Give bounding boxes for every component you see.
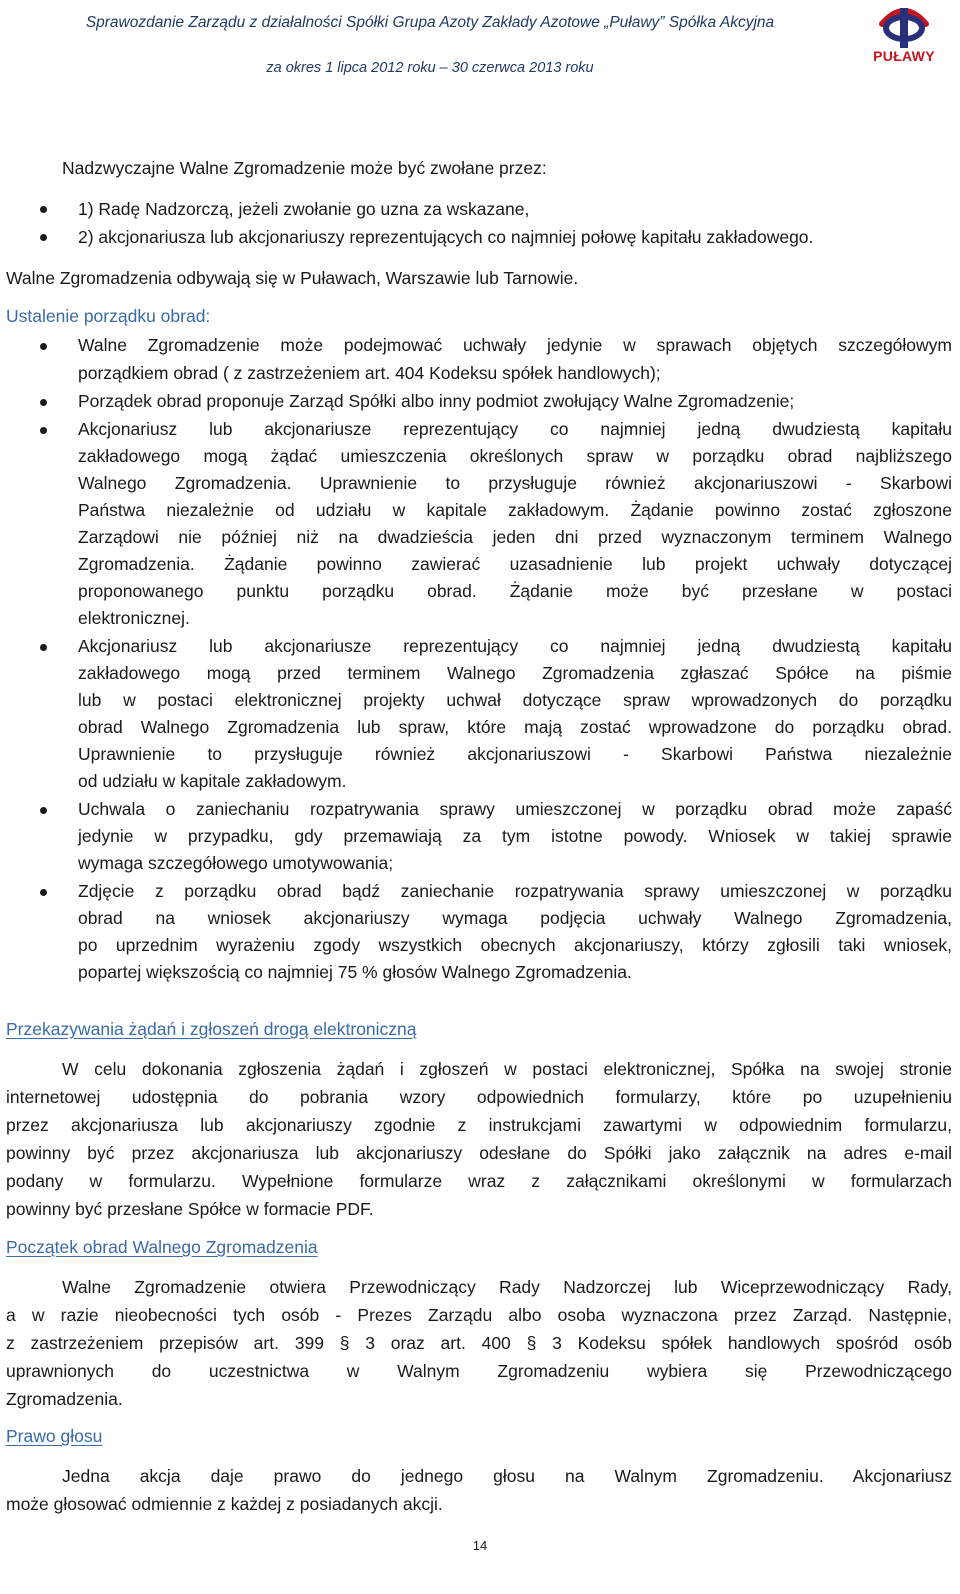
page-number: 14: [472, 1538, 488, 1553]
electronic-paragraph: powinny być przesłane Spółce w formacie PDF.: [6, 1199, 374, 1219]
list-item-continued: Zgromadzenia. Żądanie powinno zawierać uzasadnienie lub projekt uchwały dotyczącej: [78, 554, 952, 574]
bullet-icon: [40, 234, 47, 241]
report-period: za okres 1 lipca 2012 roku – 30 czerwca 2013 roku: [266, 60, 594, 76]
list-item-continued: obrad na wniosek akcjonariuszy wymaga podjęcia uchwały Walnego Zgromadzenia,: [78, 908, 952, 928]
bullet-icon: [40, 807, 47, 814]
electronic-paragraph: powinny być przez akcjonariusza lub akcjonariuszy odesłane do Spółki jako załącznik na adres e-mail: [6, 1143, 952, 1163]
start-paragraph: Zgromadzenia.: [6, 1389, 123, 1409]
bullet-icon: [40, 399, 47, 406]
list-item-continued: popartej większością co najmniej 75 % głosów Walnego Zgromadzenia.: [78, 962, 632, 982]
list-item-continued: Państwa niezależnie od udziału w kapitale zakładowym. Żądanie powinno zostać zgłoszone: [78, 500, 952, 520]
list-item-continued: wymaga szczegółowego umotywowania;: [78, 853, 394, 873]
electronic-paragraph: internetowej udostępnia do pobrania wzory odpowiednich formularzy, które po uzupełnieniu: [6, 1087, 952, 1107]
start-heading: Początek obrad Walnego Zgromadzenia: [6, 1237, 318, 1257]
page-header: [0, 0, 960, 100]
bullet-icon: [40, 889, 47, 896]
pulawy-logo: [868, 4, 940, 70]
start-paragraph: Walne Zgromadzenie otwiera Przewodniczący Rady Nadzorczej lub Wiceprzewodniczący Rady,: [62, 1277, 952, 1297]
list-item: 1) Radę Nadzorczą, jeżeli zwołanie go uzna za wskazane,: [78, 199, 530, 219]
start-paragraph: z zastrzeżeniem przepisów art. 399 § 3 oraz art. 400 § 3 Kodeksu spółek handlowych spośród osób: [6, 1333, 952, 1353]
list-item-continued: porządkiem obrad ( z zastrzeżeniem art. 404 Kodeksu spółek handlowych);: [78, 363, 661, 383]
list-item-continued: Walnego Zgromadzenia. Uprawnienie to przysługuje również akcjonariuszowi - Skarbowi: [78, 473, 952, 493]
list-item-continued: po uprzednim wyrażeniu zgody wszystkich obecnych akcjonariuszy, którzy zgłosili taki wniosek,: [78, 935, 952, 955]
list-item: 2) akcjonariusza lub akcjonariuszy reprezentujących co najmniej połowę kapitału zakładowego.: [78, 227, 814, 247]
voting-heading: Prawo głosu: [6, 1426, 103, 1446]
bullet-icon: [40, 343, 47, 350]
bullet-icon: [40, 427, 47, 434]
agenda-heading: Ustalenie porządku obrad:: [6, 306, 211, 326]
list-item-continued: obrad Walnego Zgromadzenia lub spraw, które mają zostać wprowadzone do porządku obrad.: [78, 717, 952, 737]
electronic-paragraph: przez akcjonariusza lub akcjonariuszy zgodnie z instrukcjami zawartymi w odpowiednim formularzu,: [6, 1115, 952, 1135]
list-item-continued: elektronicznej.: [78, 608, 190, 628]
electronic-heading: Przekazywania żądań i zgłoszeń drogą elektroniczną: [6, 1019, 417, 1039]
intro-text: Nadzwyczajne Walne Zgromadzenie może być zwołane przez:: [62, 158, 547, 178]
list-item-continued: od udziału w kapitale zakładowym.: [78, 771, 347, 791]
list-item: Zdjęcie z porządku obrad bądź zaniechanie rozpatrywania sprawy umieszczonej w porządku: [78, 881, 952, 901]
list-item-continued: lub w postaci elektronicznej projekty uchwał dotyczące spraw wprowadzonych do porządku: [78, 690, 952, 710]
list-item: Uchwala o zaniechaniu rozpatrywania sprawy umieszczonej w porządku obrad może zapaść: [78, 799, 952, 819]
pulawy-emblem-icon: [868, 4, 940, 50]
electronic-paragraph: W celu dokonania zgłoszenia żądań i zgłoszeń w postaci elektronicznej, Spółka na swojej stronie: [62, 1059, 952, 1079]
report-title: Sprawozdanie Zarządu z działalności Spółki Grupa Azoty Zakłady Azotowe „Puławy” Spółka Akcyjna: [85, 14, 775, 31]
list-item-continued: proponowanego punktu porządku obrad. Żądanie może być przesłane w postaci: [78, 581, 952, 601]
list-item-continued: Uprawnienie to przysługuje również akcjonariuszowi - Skarbowi Państwa niezależnie: [78, 744, 952, 764]
list-item-continued: Zarządowi nie później niż na dwadzieścia jeden dni przed wyznaczonym terminem Walnego: [78, 527, 952, 547]
bullet-icon: [40, 644, 47, 651]
location-text: Walne Zgromadzenia odbywają się w Puławach, Warszawie lub Tarnowie.: [6, 268, 579, 288]
logo-text: PUŁAWY: [873, 48, 935, 64]
voting-paragraph: może głosować odmiennie z każdej z posiadanych akcji.: [6, 1494, 443, 1514]
list-item: Akcjonariusz lub akcjonariusze reprezentujący co najmniej jedną dwudziestą kapitału: [78, 636, 952, 656]
list-item: Akcjonariusz lub akcjonariusze reprezentujący co najmniej jedną dwudziestą kapitału: [78, 419, 952, 439]
start-paragraph: a w razie nieobecności tych osób - Prezes Zarządu albo osoba wyznaczona przez Zarząd. Następnie,: [6, 1305, 952, 1325]
list-item: Walne Zgromadzenie może podejmować uchwały jedynie w sprawach objętych szczegółowym: [78, 335, 952, 355]
list-item-continued: zakładowego mogą przed terminem Walnego Zgromadzenia zgłaszać Spółce na piśmie: [78, 663, 952, 683]
voting-paragraph: Jedna akcja daje prawo do jednego głosu na Walnym Zgromadzeniu. Akcjonariusz: [62, 1466, 952, 1486]
list-item: Porządek obrad proponuje Zarząd Spółki albo inny podmiot zwołujący Walne Zgromadzenie;: [78, 391, 795, 411]
list-item-continued: jedynie w przypadku, gdy przemawiają za tym istotne powody. Wniosek w takiej sprawie: [78, 826, 952, 846]
electronic-paragraph: podany w formularzu. Wypełnione formularze wraz z załącznikami określonymi w formularzach: [6, 1171, 952, 1191]
start-paragraph: uprawnionych do uczestnictwa w Walnym Zgromadzeniu wybiera się Przewodniczącego: [6, 1361, 952, 1381]
list-item-continued: zakładowego mogą żądać umieszczenia określonych spraw w porządku obrad najbliższego: [78, 446, 952, 466]
bullet-icon: [40, 206, 47, 213]
